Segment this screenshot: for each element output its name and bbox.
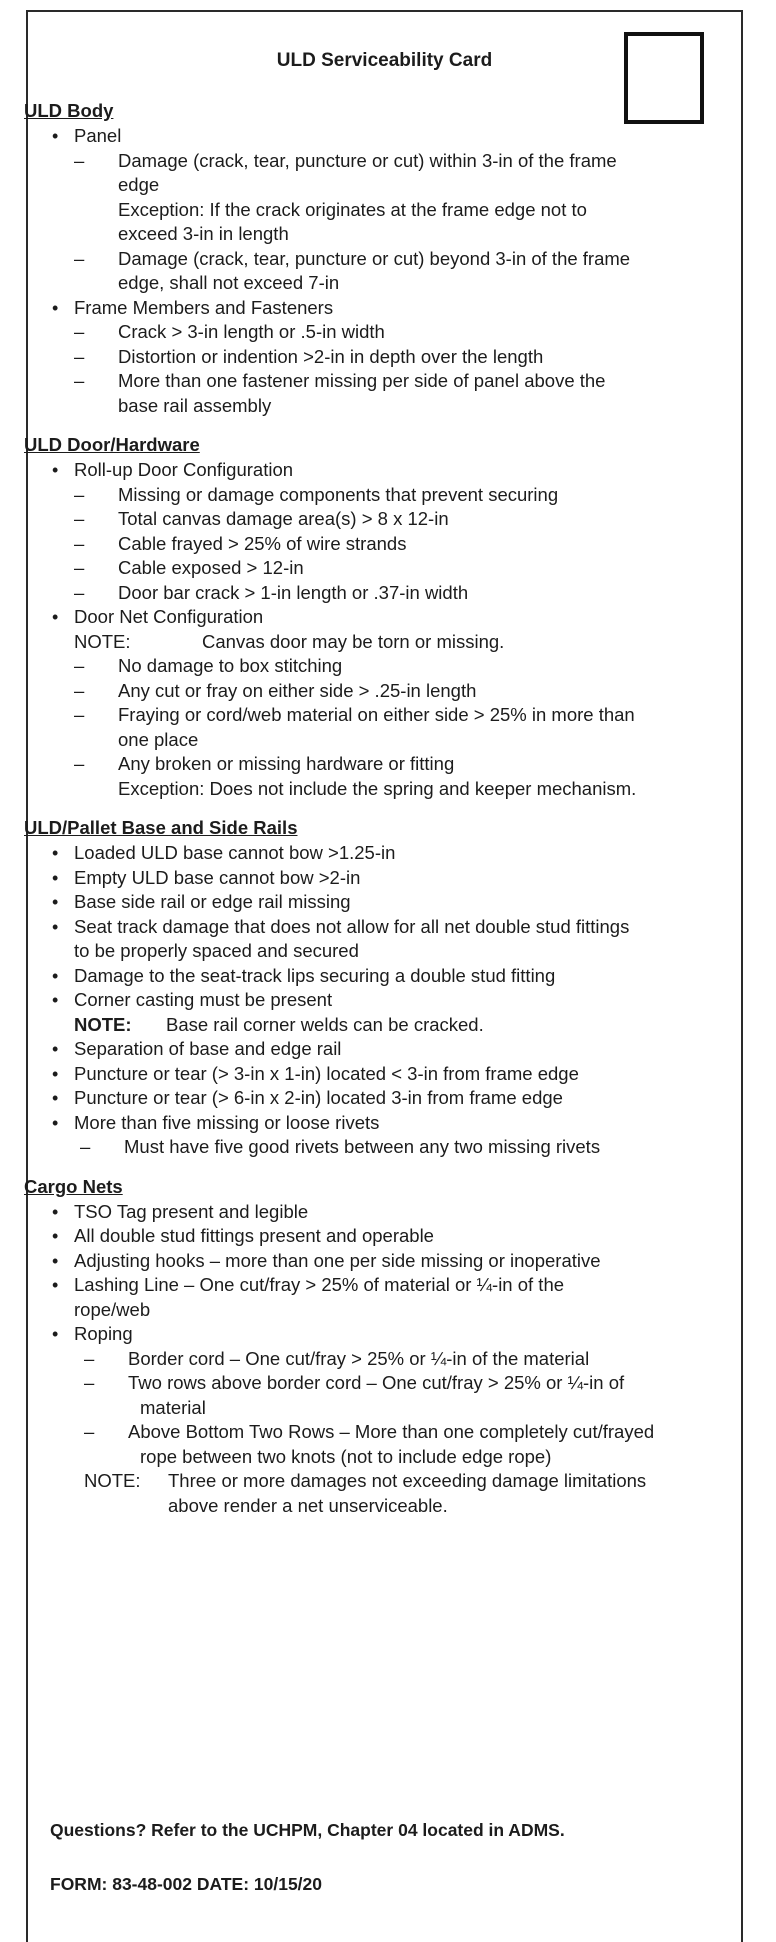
card-content [24, 100, 741, 1522]
sub-item: – Any cut or fray on either side > .25-in length [118, 679, 741, 704]
bullet-item: • Roll-up Door Configuration [74, 458, 741, 483]
section-heading: ULD Door/Hardware [24, 434, 200, 455]
section [24, 100, 741, 418]
bullet-item: • Panel [74, 124, 741, 149]
sub-item: – Crack > 3-in length or .5-in width [118, 320, 741, 345]
note [74, 1013, 741, 1038]
continuation-line: exceed 3-in in length [118, 223, 289, 244]
card-title: ULD Serviceability Card [276, 50, 493, 71]
note-label: NOTE: [84, 1470, 141, 1491]
sub-item: – Distortion or indention >2-in in depth over the length [118, 345, 741, 370]
continuation-line: Exception: Does not include the spring and keeper mechanism. [118, 777, 637, 799]
continuation-line: Exception: If the crack originates at the frame edge not to [118, 198, 587, 220]
sub-item: – Border cord – One cut/fray > 25% or ¼-in of the material [128, 1347, 741, 1372]
sub-item: – Above Bottom Two Rows – More than one completely cut/frayed [128, 1420, 741, 1445]
sub-item: – Total canvas damage area(s) > 8 x 12-in [118, 507, 741, 532]
section [24, 817, 741, 1160]
sub-item: – Cable frayed > 25% of wire strands [118, 532, 741, 557]
note-label: NOTE: [74, 630, 131, 652]
bullet-item: • Damage to the seat-track lips securing a double stud fitting [74, 964, 741, 989]
bullet-item: • Puncture or tear (> 6-in x 2-in) located 3-in from frame edge [74, 1086, 741, 1111]
note-text: Canvas door may be torn or missing. [202, 630, 505, 652]
bullet-item: • Corner casting must be present [74, 988, 741, 1013]
bullet-item: • Roping [74, 1322, 741, 1347]
sub-item: – Damage (crack, tear, puncture or cut) beyond 3-in of the frame [118, 247, 741, 272]
bullet-item: • Door Net Configuration [74, 605, 741, 630]
sub-item: – Two rows above border cord – One cut/fray > 25% or ¼-in of [128, 1371, 741, 1396]
sub-item: – Any broken or missing hardware or fitting [118, 752, 741, 777]
sub-item: – Fraying or cord/web material on either side > 25% in more than [118, 703, 741, 728]
continuation-line: above render a net unserviceable. [168, 1494, 448, 1516]
continuation-line: base rail assembly [118, 394, 272, 416]
serviceability-card [26, 10, 743, 1942]
sub-item: – More than one fastener missing per side of panel above the [118, 369, 741, 394]
continuation-line: rope between two knots (not to include edge rope) [140, 1445, 552, 1467]
bullet-item: • Lashing Line – One cut/fray > 25% of material or ¼-in of the [74, 1273, 741, 1298]
note [74, 630, 741, 655]
bullet-item: • Base side rail or edge rail missing [74, 890, 741, 915]
footer-questions: Questions? Refer to the UCHPM, Chapter 04 located in ADMS. [50, 1820, 565, 1840]
bullet-item: • More than five missing or loose rivets [74, 1111, 741, 1136]
sub-item: – Must have five good rivets between any two missing rivets [124, 1135, 741, 1160]
section-heading: ULD/Pallet Base and Side Rails [24, 817, 298, 838]
section [24, 1175, 741, 1519]
sub-item: – Cable exposed > 12-in [118, 556, 741, 581]
sub-item: – Missing or damage components that prevent securing [118, 483, 741, 508]
section-heading: Cargo Nets [24, 1175, 123, 1197]
sub-item: – Damage (crack, tear, puncture or cut) within 3-in of the frame [118, 149, 741, 174]
bullet-item: • Loaded ULD base cannot bow >1.25-in [74, 841, 741, 866]
bullet-item: • Seat track damage that does not allow for all net double stud fittings [74, 915, 741, 940]
continuation-line: one place [118, 728, 199, 750]
note-text: Three or more damages not exceeding damage limitations [168, 1470, 647, 1491]
section [24, 434, 741, 801]
section-heading: ULD Body [24, 100, 114, 121]
continuation-line: material [140, 1396, 206, 1418]
bullet-item: • TSO Tag present and legible [74, 1200, 741, 1225]
sub-item: – No damage to box stitching [118, 654, 741, 679]
continuation-line: edge, shall not exceed 7-in [118, 272, 340, 293]
bullet-item: • Empty ULD base cannot bow >2-in [74, 866, 741, 891]
bullet-item: • Adjusting hooks – more than one per side missing or inoperative [74, 1249, 741, 1274]
continuation-line: rope/web [74, 1298, 151, 1320]
bullet-item: • Separation of base and edge rail [74, 1037, 741, 1062]
note [84, 1469, 741, 1494]
note-label: NOTE: [74, 1013, 132, 1035]
continuation-line: to be properly spaced and secured [74, 940, 359, 961]
footer-form: FORM: 83-48-002 DATE: 10/15/20 [50, 1874, 323, 1894]
bullet-item: • All double stud fittings present and operable [74, 1224, 741, 1249]
continuation-line: edge [118, 174, 160, 195]
bullet-item: • Frame Members and Fasteners [74, 296, 741, 321]
bullet-item: • Puncture or tear (> 3-in x 1-in) located < 3-in from frame edge [74, 1062, 741, 1087]
sub-item: – Door bar crack > 1-in length or .37-in width [118, 581, 741, 606]
note-text: Base rail corner welds can be cracked. [166, 1013, 484, 1035]
